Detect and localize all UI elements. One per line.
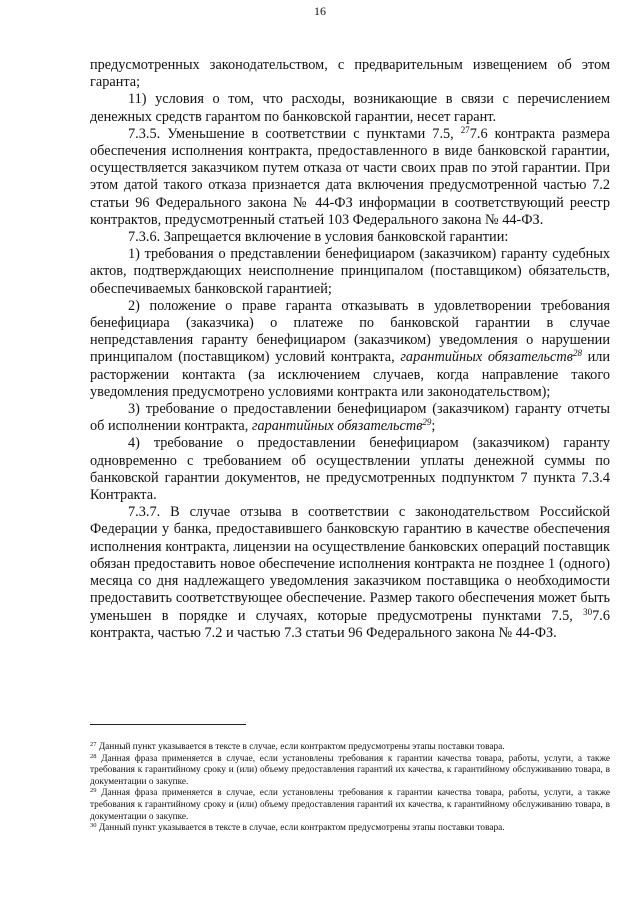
page-number: 16 [314,4,326,18]
footnote-text: Данный пункт указывается в тексте в случае, если контрактом предусмотрены этапы поставки товара. [96,742,505,752]
footnote-separator [90,724,246,725]
text-segment: 4) требование о предоставлении бенефициаром (заказчиком) гаранту одновременно с требованием об осуществлении уплаты денежной суммы по банковской гарантии документов, не предусмотренных подпунктом 7 пункта 7.3.4 Контракта. [90,435,610,504]
text-segment: 3) требование о предоставлении бенефициаром (заказчиком) гаранту отчеты об исполнении контракта, [90,401,610,435]
paragraph [90,57,610,91]
footnote-number: 29 [90,787,97,795]
text-segment: или расторжении контакта (за исключением случаев, когда направление такого уведомления предусмотрено условиями контракта или законодательством); [90,349,611,400]
emphasized-text: гарантийных обязательств [251,418,423,435]
footnote [90,823,610,835]
footnote-number: 30 [90,822,97,830]
paragraph [90,126,610,229]
emphasized-text: гарантийных обязательств [400,349,573,366]
footnote [90,742,610,754]
paragraph [90,504,610,642]
text-segment: 11) условия о том, что расходы, возникающие в связи с перечислением денежных средств гарантом по банковской гарантии, несет гарант. [90,91,610,125]
footnote-number: 27 [90,741,97,748]
footnote-number: 28 [90,752,97,760]
text-segment: 7.6 контракта, частью 7.2 и частью 7.3 статьи 96 Федерального закона № 44-ФЗ. [90,607,610,641]
footnote-text: Данный пункт указывается в тексте в случае, если контрактом предусмотрены этапы поставки товара. [96,823,505,834]
document-body [90,57,610,642]
footnote-text: Данная фраза применяется в случае, если установлены требования к гарантии качества товара, работы, услуги, а также требования к гарантийному сроку и (или) объему предоставления гарантий их качества, к гарантийному обслуживанию товара, в документации о закупке. [90,753,610,787]
footnote-ref: 30 [583,606,593,617]
footnote-text: Данная фраза применяется в случае, если установлены требования к гарантии качества товара, работы, услуги, а также требования к гарантийному сроку и (или) объему предоставления гарантий их качества, к гарантийному обслуживанию товара, в документации о закупке. [90,788,610,822]
text-segment: предусмотренных законодательством, с предварительным извещением об этом гаранта; [90,57,610,91]
paragraph [90,401,610,435]
footnote-ref: 28 [572,348,582,359]
paragraph [90,298,610,401]
text-segment: 7.6 контракта размера обеспечения исполнения контракта, предоставленного в виде банковской гарантии, осуществляется заказчиком путем отказа от части своих прав по этой гарантии. При этом датой такого отказа признается дата включения предусмотренной частью 7.2 статьи 96 Федерального закона № 44-ФЗ информации в соответствующий реестр контрактов, предусмотренный статьей 103 Федерального закона № 44-ФЗ. [90,125,610,228]
text-segment: 2) положение о праве гаранта отказывать в удовлетворении требования бенефициара (заказчика) о платеже по банковской гарантии в случае непредставления гаранту бенефициаром (заказчиком) уведомления о нарушении принципалом (поставщиком) условий контракта, [90,297,610,366]
text-segment: 7.3.7. В случае отзыва в соответствии с законодательством Российской Федерации у банка, предоставившего банковскую гарантию в качестве обеспечения исполнения контракта, лицензии на осуществление банковских операций поставщик обязан предоставить новое обеспечение исполнения контракта не позднее 1 (одного) месяца со дня надлежащего уведомления заказчиком поставщика о необходимости предоставить соответствующее обеспечение. Размер такого обеспечения может быть уменьшен в порядке и случаях, которые предусмотрены пунктами 7.5, [90,504,610,624]
paragraph [90,435,610,504]
footnotes-section [90,742,610,835]
text-segment: ; [431,418,436,435]
text-segment: 7.3.5. Уменьшение в соответствии с пунктами 7.5, [128,125,461,142]
text-segment: 7.3.6. Запрещается включение в условия банковской гарантии: [128,229,509,246]
footnote-ref: 27 [460,124,470,135]
footnote-ref: 29 [422,417,432,428]
footnote [90,754,610,789]
paragraph [90,91,610,125]
paragraph [90,246,610,298]
text-segment: 1) требования о представлении бенефициаром (заказчиком) гаранту судебных актов, подтверждающих неисполнение принципалом (поставщиком) обязательств, обеспечиваемых банковской гарантией; [90,246,610,297]
footnote [90,788,610,823]
paragraph [90,229,610,246]
